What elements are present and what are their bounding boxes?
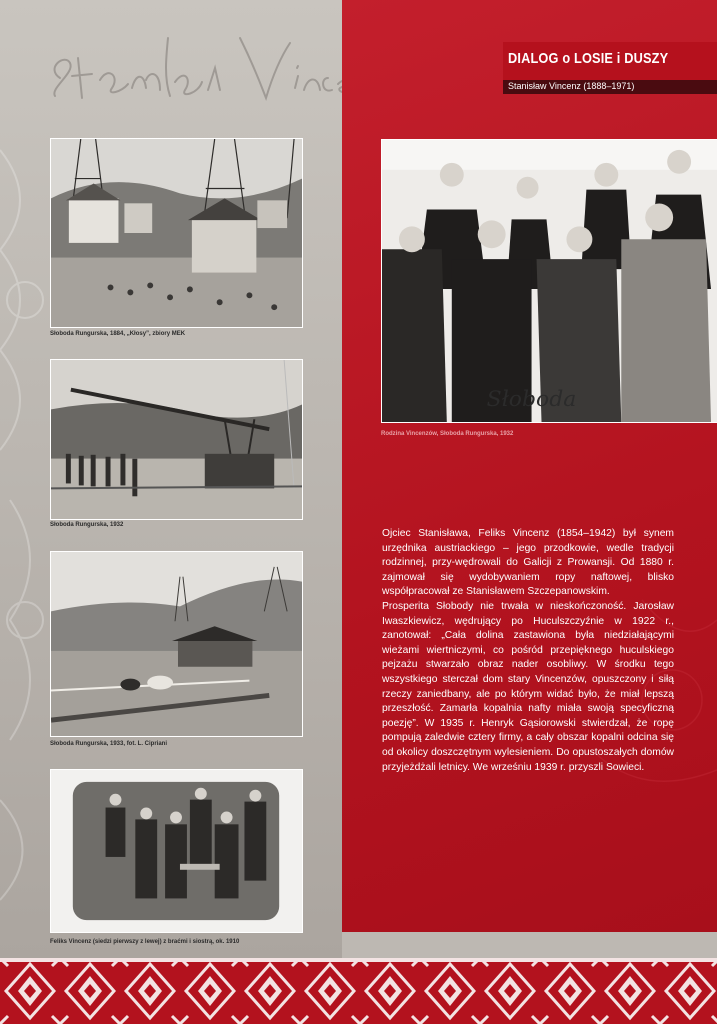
embroidery-pattern bbox=[0, 958, 717, 1024]
photo-feliks-vincenz-siblings bbox=[50, 769, 303, 933]
photo-inscription: Słoboda bbox=[486, 387, 577, 413]
caption-photo-3: Słoboda Rungurska, 1933, fot. L. Cipriani bbox=[50, 741, 168, 747]
photo-drilling-rig-1932 bbox=[50, 359, 303, 520]
header-title: DIALOG o LOSIE i DUSZY bbox=[508, 50, 669, 67]
photo-oil-field-1884 bbox=[50, 138, 303, 328]
body-paragraph-1: Ojciec Stanisława, Feliks Vincenz (1854–1942) był synem urzędnika austriackiego – jego przodkowie, wedle tradycji rodzinnej, przy-wędrowali do Galicji z Prowansji. Od 1880 r. zajmował się wydobywaniem ropy naftowej, blisko współpracował ze Stanisławem Szczepanowskim. bbox=[382, 528, 674, 598]
caption-photo-2: Słoboda Rungurska, 1932 bbox=[50, 522, 124, 528]
right-bottom-strip bbox=[342, 932, 717, 958]
bottom-ornament-band bbox=[0, 958, 717, 1024]
photo-valley-1933 bbox=[50, 551, 303, 737]
caption-photo-4: Feliks Vincenz (siedzi pierwszy z lewej) z braćmi i siostrą, ok. 1910 bbox=[50, 939, 240, 945]
body-paragraph-2: Prosperita Słobody nie trwała w nieskończoność. Jarosław Iwaszkiewicz, wędrujący po Huculszczyźnie w 1922 r., zanotował: „Cała dolina zastawiona była niedziałającymi wieżami wiertniczymi, co pośród przepięknego huculskiego pejzażu stwarzało obraz nader osobliwy. W środku tego wszystkiego sterczał dom stary Vincenzów, opuszczony i siłą rzeczy zaniedbany, ale po którym widać było, że miał lepszą przeszłość. Zamarła kopalnia nafty miała swoją specyficzną poezję”. W 1935 r. Henryk Gąsiorowski stwierdzał, że ropę pompują zaledwie cztery firmy, a cały obszar kopalni odcina się od okolicy doszczętnym wylesieniem. Do opustoszałych domów przyjeżdżali letnicy. We wrześniu 1939 r. przyszli Sowieci. bbox=[382, 600, 674, 773]
caption-photo-5: Rodzina Vincenzów, Słoboda Rungurska, 1932 bbox=[381, 431, 514, 437]
header-subtitle: Stanisław Vincenz (1888–1971) bbox=[508, 81, 635, 91]
signature-image bbox=[40, 18, 370, 113]
photo-vincenz-family-1932 bbox=[381, 139, 717, 423]
caption-photo-1: Słoboda Rungurska, 1884, „Kłosy”, zbiory MEK bbox=[50, 331, 186, 337]
body-text bbox=[382, 527, 674, 775]
